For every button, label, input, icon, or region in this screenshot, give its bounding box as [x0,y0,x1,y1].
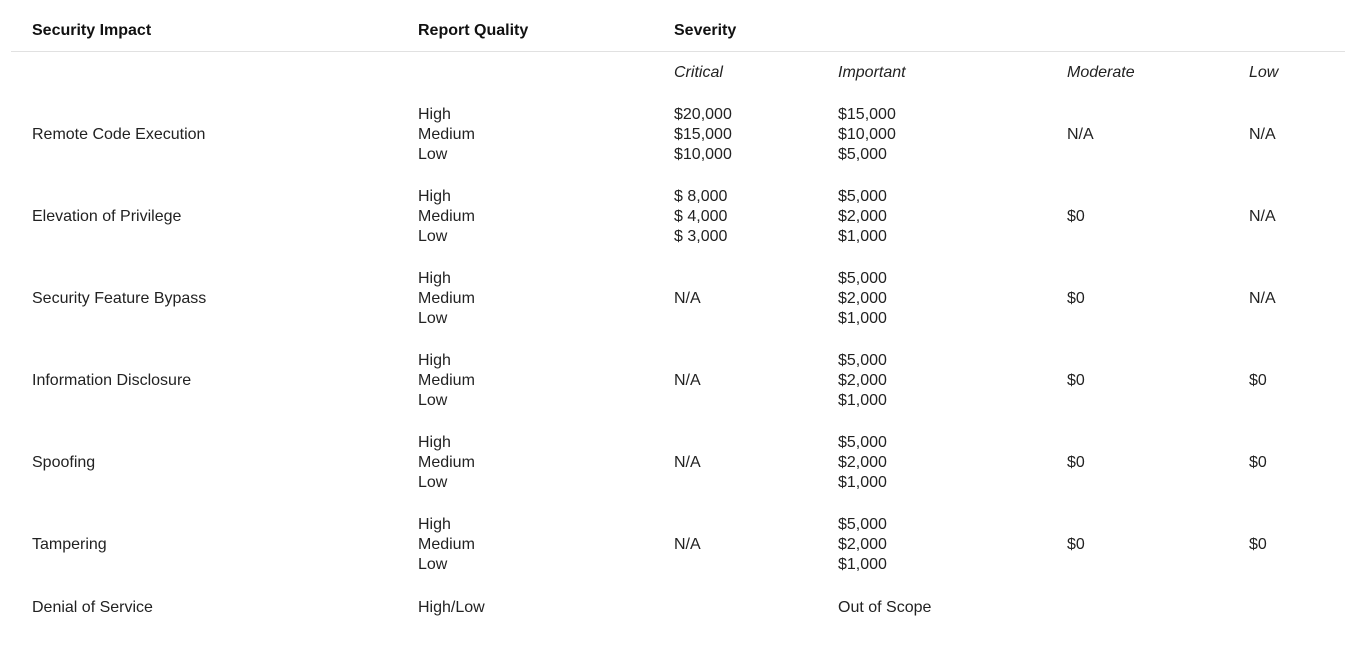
header-report-quality: Report Quality [418,22,529,39]
moderate-cell: $0 [1067,372,1085,389]
moderate-cell: $0 [1067,208,1085,225]
table-row [0,351,1355,411]
table-header [0,20,1355,44]
moderate-cell: $0 [1067,536,1085,553]
quality-cell: High Medium Low [418,516,475,573]
low-cell: N/A [1249,126,1276,143]
critical-cell: N/A [674,372,701,389]
quality-cell: High/Low [418,599,485,616]
table-row [0,105,1355,165]
important-cell: $5,000 $2,000 $1,000 [838,352,887,409]
low-cell: N/A [1249,290,1276,307]
moderate-cell: $0 [1067,290,1085,307]
severity-low: Low [1249,64,1279,81]
header-security-impact: Security Impact [32,22,152,39]
quality-cell: High Medium Low [418,352,475,409]
impact-cell: Information Disclosure [32,372,192,389]
table-row [0,269,1355,329]
critical-cell: $20,000 $15,000 $10,000 [674,106,732,163]
critical-cell: $ 8,000 $ 4,000 $ 3,000 [674,188,728,245]
critical-cell: N/A [674,290,701,307]
quality-cell: High Medium Low [418,106,475,163]
severity-critical: Critical [674,64,723,81]
impact-cell: Elevation of Privilege [32,208,182,225]
important-cell: $15,000 $10,000 $5,000 [838,106,896,163]
impact-cell: Denial of Service [32,599,153,616]
out-of-scope-cell: Out of Scope [838,599,932,616]
impact-cell: Security Feature Bypass [32,290,207,307]
low-cell: $0 [1249,372,1267,389]
severity-subheader [0,62,1355,86]
important-cell: $5,000 $2,000 $1,000 [838,434,887,491]
low-cell: $0 [1249,536,1267,553]
quality-cell: High Medium Low [418,270,475,327]
header-severity: Severity [674,22,737,39]
moderate-cell: $0 [1067,454,1085,471]
low-cell: $0 [1249,454,1267,471]
low-cell: N/A [1249,208,1276,225]
critical-cell: N/A [674,536,701,553]
table-row [0,433,1355,493]
impact-cell: Spoofing [32,454,96,471]
impact-cell: Tampering [32,536,107,553]
quality-cell: High Medium Low [418,188,475,245]
critical-cell: N/A [674,454,701,471]
table-row [0,187,1355,247]
severity-important: Important [838,64,906,81]
moderate-cell: N/A [1067,126,1094,143]
severity-moderate: Moderate [1067,64,1135,81]
impact-cell: Remote Code Execution [32,126,206,143]
header-divider [11,51,1345,52]
quality-cell: High Medium Low [418,434,475,491]
table-row-denial-of-service [0,596,1355,620]
important-cell: $5,000 $2,000 $1,000 [838,188,887,245]
important-cell: $5,000 $2,000 $1,000 [838,270,887,327]
important-cell: $5,000 $2,000 $1,000 [838,516,887,573]
table-row [0,515,1355,575]
